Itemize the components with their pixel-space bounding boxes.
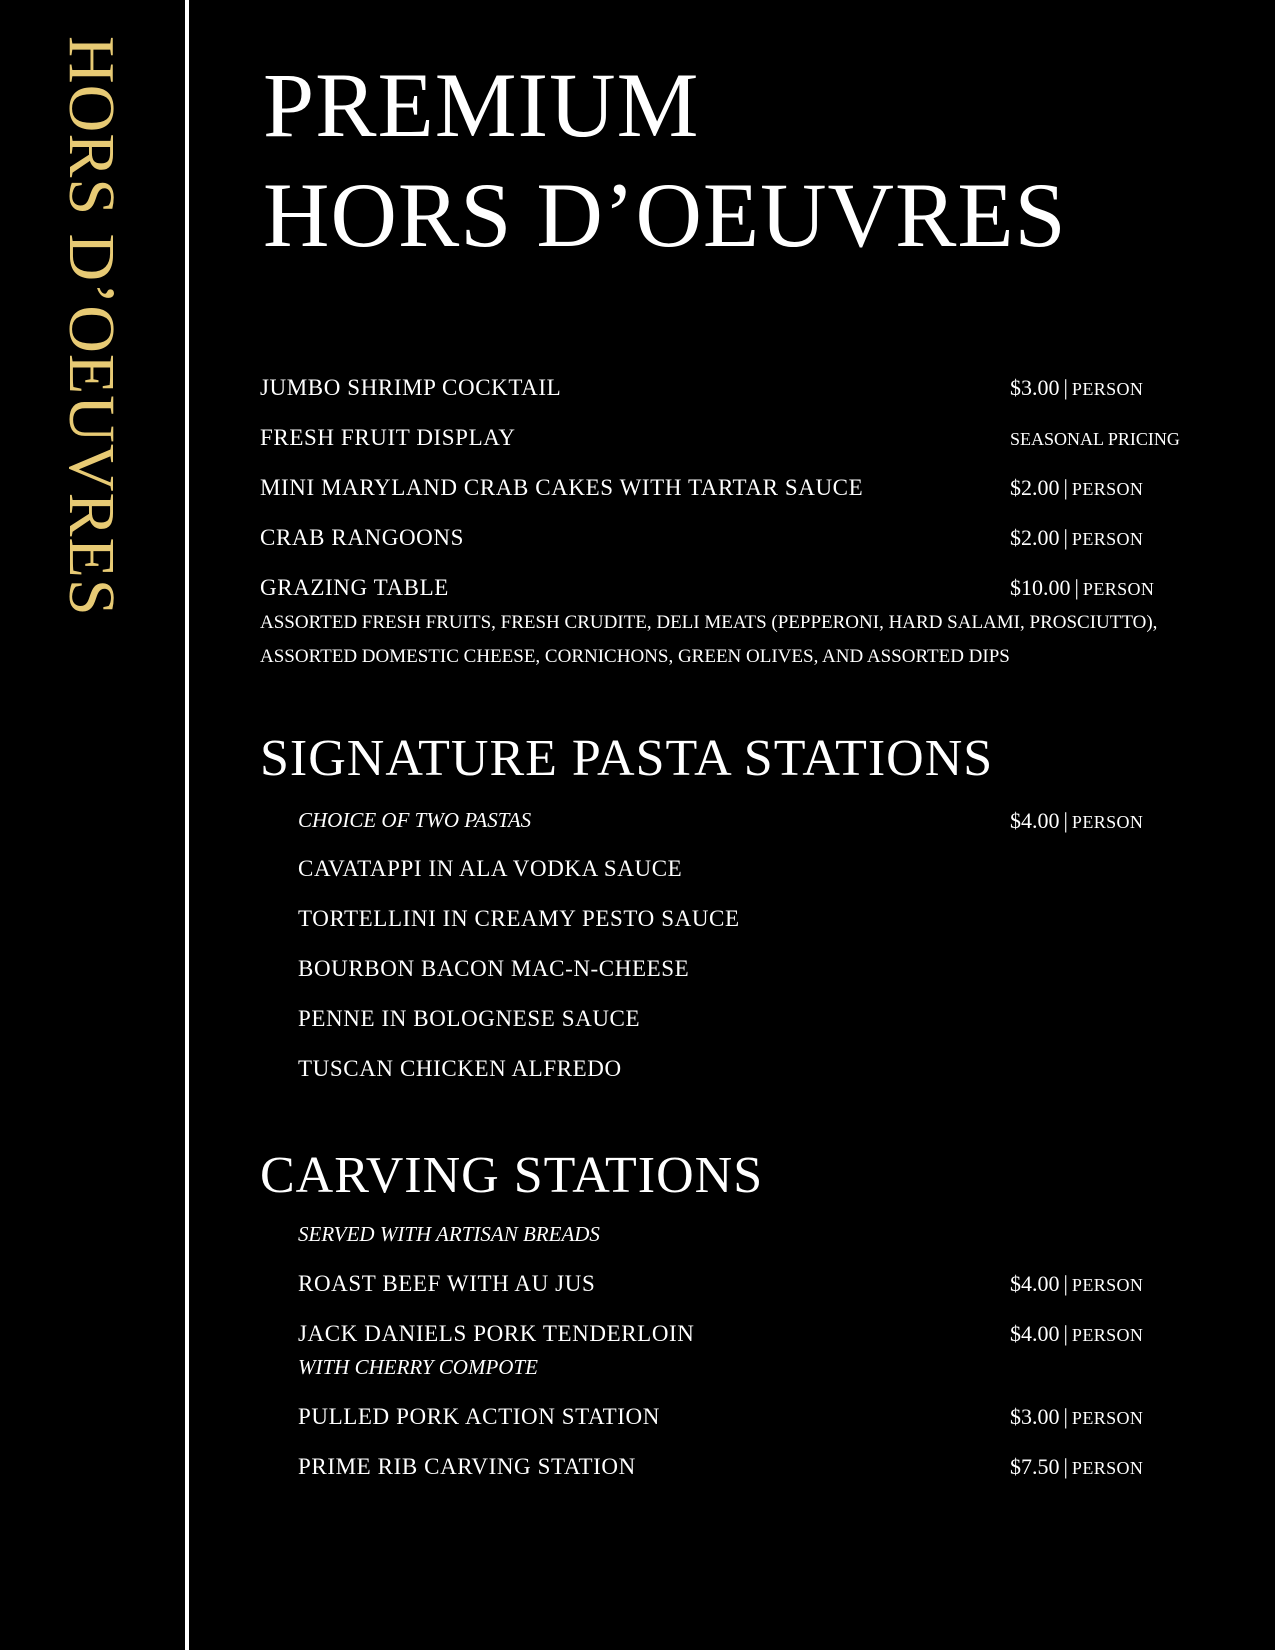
section-title-carving: CARVING STATIONS [260,1147,764,1204]
menu-item-crab-rangoons: CRAB RANGOONS [260,525,464,550]
price-unit: PERSON [1071,1458,1144,1478]
price-pulled-pork: $3.00 | PERSON [1010,1404,1144,1429]
price-value: $2.00 [1010,475,1060,500]
price-unit: PERSON [1071,479,1144,499]
pasta-item: CAVATAPPI IN ALA VODKA SAUCE [298,856,683,881]
carving-item-roast-beef: ROAST BEEF WITH AU JUS [298,1271,596,1296]
pricing-note-fresh-fruit-display: SEASONAL PRICING [1010,429,1180,449]
price-value: $10.00 [1010,575,1071,600]
price-unit: PERSON [1071,1325,1144,1345]
price-mini-crab-cakes: $2.00 | PERSON [1010,475,1144,500]
price-value: $4.00 [1010,1321,1060,1346]
price-grazing-table: $10.00 | PERSON [1010,575,1155,600]
price-crab-rangoons: $2.00 | PERSON [1010,525,1144,550]
sidebar-title: HORS D’OEUVRES [55,36,128,617]
price-pork-tenderloin: $4.00 | PERSON [1010,1321,1144,1346]
price-value: $2.00 [1010,525,1060,550]
price-roast-beef: $4.00 | PERSON [1010,1271,1144,1296]
grazing-table-description-line-1: ASSORTED FRESH FRUITS, FRESH CRUDITE, DELI MEATS (PEPPERONI, HARD SALAMI, PROSCIUTTO), [260,612,1158,633]
grazing-table-description-line-2: ASSORTED DOMESTIC CHEESE, CORNICHONS, GREEN OLIVES, AND ASSORTED DIPS [260,646,1010,667]
menu-item-mini-crab-cakes: MINI MARYLAND CRAB CAKES WITH TARTAR SAUCE [260,475,864,500]
carving-item-pulled-pork: PULLED PORK ACTION STATION [298,1404,660,1429]
carving-item-pork-tenderloin: JACK DANIELS PORK TENDERLOIN [298,1321,695,1346]
price-jumbo-shrimp-cocktail: $3.00 | PERSON [1010,375,1144,400]
pasta-item: TUSCAN CHICKEN ALFREDO [298,1056,622,1081]
pasta-item: PENNE IN BOLOGNESE SAUCE [298,1006,641,1031]
price-value: $7.50 [1010,1454,1060,1479]
price-unit: PERSON [1071,529,1144,549]
sidebar [0,0,185,1650]
page-title-line-2: HORS D’OEUVRES [263,164,1067,266]
price-unit: PERSON [1082,579,1155,599]
pasta-item: BOURBON BACON MAC-N-CHEESE [298,956,690,981]
price-value: $3.00 [1010,1404,1060,1429]
page-title [263,50,1067,270]
price-prime-rib: $7.50 | PERSON [1010,1454,1144,1479]
menu-item-jumbo-shrimp-cocktail: JUMBO SHRIMP COCKTAIL [260,375,562,400]
price-unit: PERSON [1071,1408,1144,1428]
page-title-line-1: PREMIUM [263,54,700,156]
price-unit: PERSON [1071,379,1144,399]
pork-tenderloin-note: WITH CHERRY COMPOTE [298,1355,538,1379]
price-value: $4.00 [1010,1271,1060,1296]
pasta-item: TORTELLINI IN CREAMY PESTO SAUCE [298,906,740,931]
menu-item-fresh-fruit-display: FRESH FRUIT DISPLAY [260,425,516,450]
price-value: $3.00 [1010,375,1060,400]
section-title-pasta: SIGNATURE PASTA STATIONS [260,730,994,787]
carving-subtitle: SERVED WITH ARTISAN BREADS [298,1222,600,1246]
price-value: $4.00 [1010,808,1060,833]
menu-item-grazing-table: GRAZING TABLE [260,575,449,600]
carving-item-prime-rib: PRIME RIB CARVING STATION [298,1454,636,1479]
vertical-divider [185,0,189,1650]
price-unit: PERSON [1071,812,1144,832]
price-pasta-station: $4.00 | PERSON [1010,808,1144,833]
pasta-subtitle: CHOICE OF TWO PASTAS [298,808,532,832]
price-unit: PERSON [1071,1275,1144,1295]
